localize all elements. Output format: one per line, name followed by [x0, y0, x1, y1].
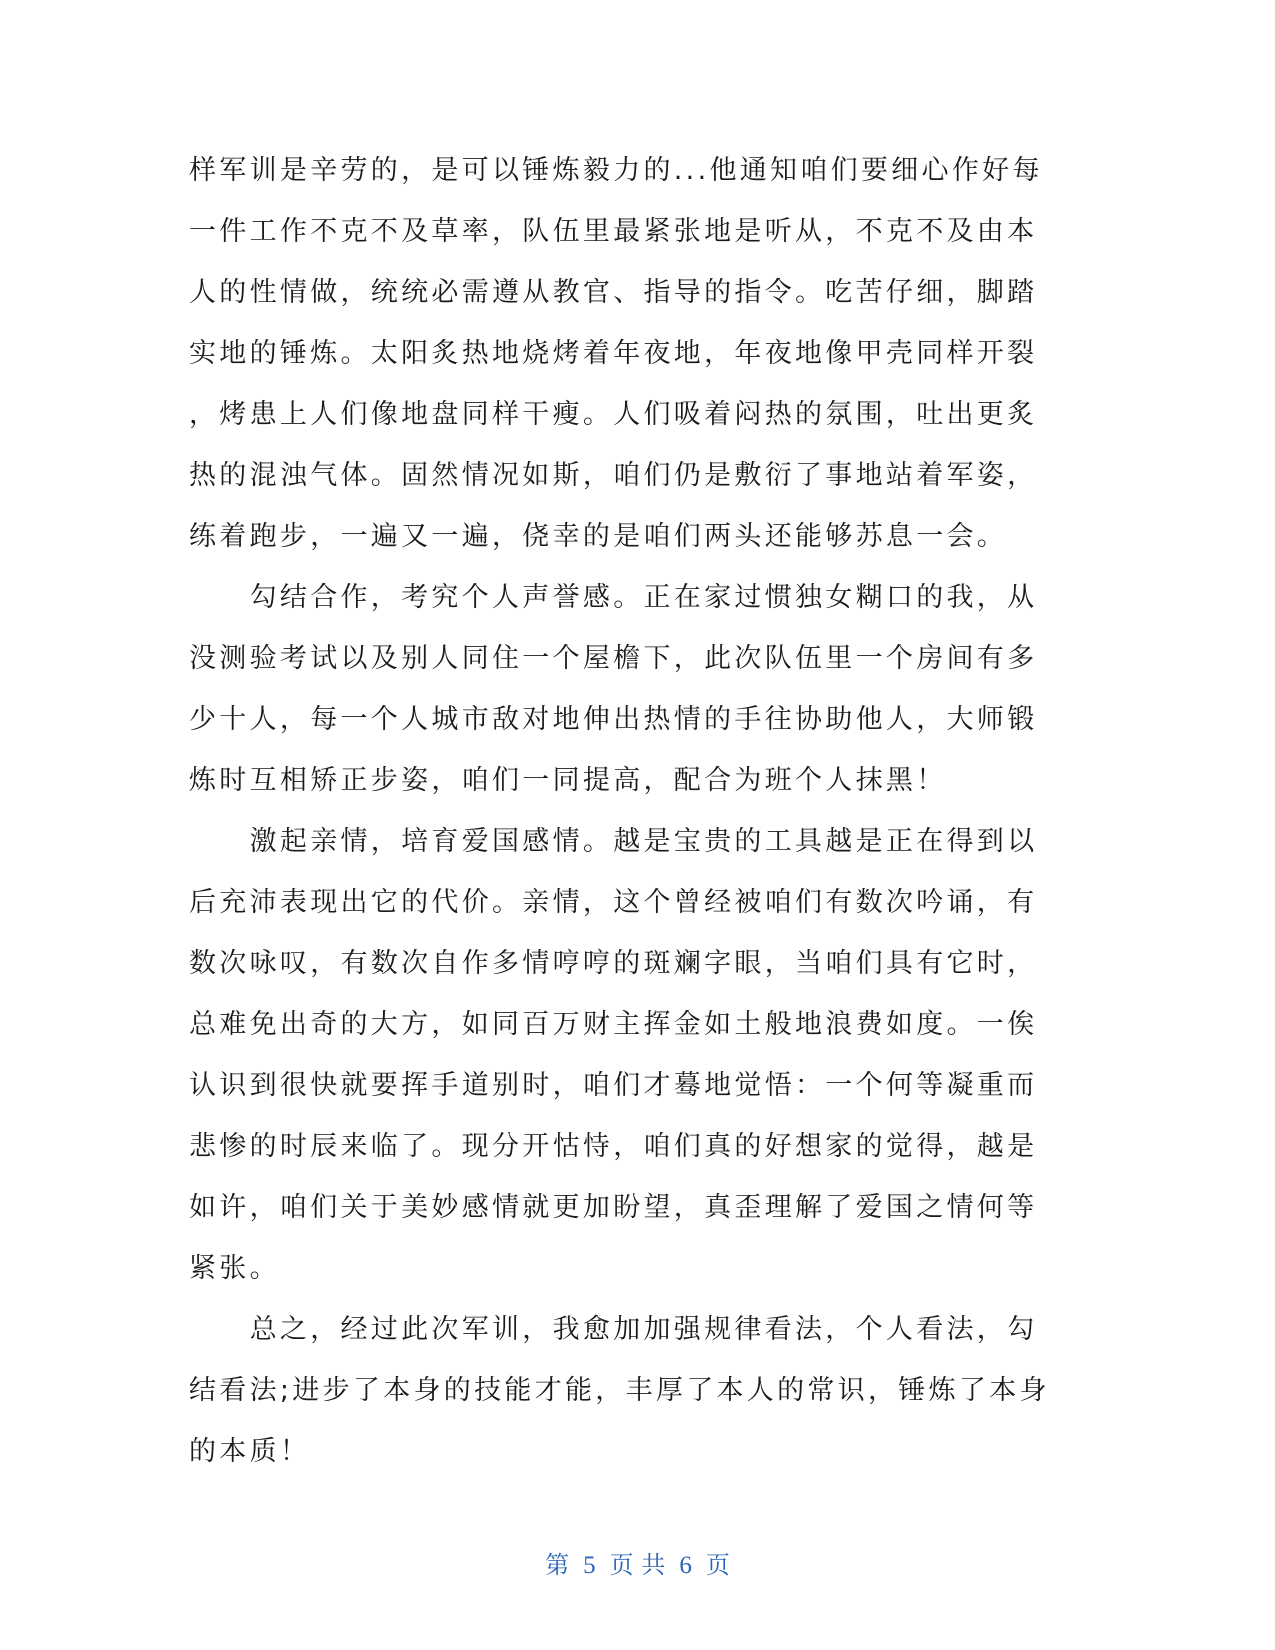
text-line: 后充沛表现出它的代价。亲情，这个曾经被咱们有数次吟诵，有 [189, 887, 1038, 918]
text-line: 一件工作不克不及草率，队伍里最紧张地是听从，不克不及由本 [189, 216, 1038, 247]
text-line: 悲惨的时辰来临了。现分开怙恃，咱们真的好想家的觉得，越是 [189, 1131, 1038, 1162]
footer-suffix: 页 [705, 1551, 730, 1579]
text-line: 勾结合作，考究个人声誉感。正在家过惯独女糊口的我，从 [189, 582, 1038, 613]
text-line: 少十人，每一个人城市敌对地伸出热情的手往协助他人，大师锻 [189, 704, 1038, 735]
text-line: 热的混浊气体。固然情况如斯，咱们仍是敷衍了事地站着军姿， [189, 460, 1038, 491]
page-footer [0, 1545, 1275, 1580]
text-line: 结看法;进步了本身的技能才能，丰厚了本人的常识，锤炼了本身 [189, 1375, 1050, 1406]
text-line: 总难免出奇的大方，如同百万财主挥金如土般地浪费如度。一俟 [189, 1009, 1038, 1040]
text-line: 激起亲情，培育爱国感情。越是宝贵的工具越是正在得到以 [189, 826, 1038, 857]
text-line: 没测验考试以及别人同住一个屋檐下，此次队伍里一个房间有多 [189, 643, 1038, 674]
footer-prefix: 第 [545, 1551, 570, 1579]
total-page-number: 6 [679, 1552, 692, 1579]
text-line: 数次咏叹，有数次自作多情哼哼的斑斓字眼，当咱们具有它时， [189, 948, 1038, 979]
text-line: 如许，咱们关于美妙感情就更加盼望，真歪理解了爱国之情何等 [189, 1192, 1038, 1223]
text-line: ，烤患上人们像地盘同样干瘦。人们吸着闷热的氛围，吐出更炙 [189, 399, 1038, 430]
text-line: 样军训是辛劳的，是可以锤炼毅力的...他通知咱们要细心作好每 [189, 155, 1043, 186]
current-page-number: 5 [583, 1552, 596, 1579]
text-line: 实地的锤炼。太阳炙热地烧烤着年夜地，年夜地像甲壳同样开裂 [189, 338, 1038, 369]
text-line: 认识到很快就要挥手道别时，咱们才蓦地觉悟：一个何等凝重而 [189, 1070, 1038, 1101]
text-line: 人的性情做，统统必需遵从教官、指导的指令。吃苦仔细，脚踏 [189, 277, 1038, 308]
text-line: 练着跑步，一遍又一遍，侥幸的是咱们两头还能够苏息一会。 [189, 521, 1008, 552]
text-line: 总之，经过此次军训，我愈加加强规律看法，个人看法，勾 [189, 1314, 1038, 1345]
text-line: 炼时互相矫正步姿，咱们一同提高，配合为班个人抹黑！ [189, 765, 947, 796]
text-line: 紧张。 [189, 1253, 280, 1284]
body-text [189, 140, 1079, 1482]
text-line: 的本质！ [189, 1436, 311, 1467]
footer-middle: 页 共 [609, 1551, 666, 1579]
